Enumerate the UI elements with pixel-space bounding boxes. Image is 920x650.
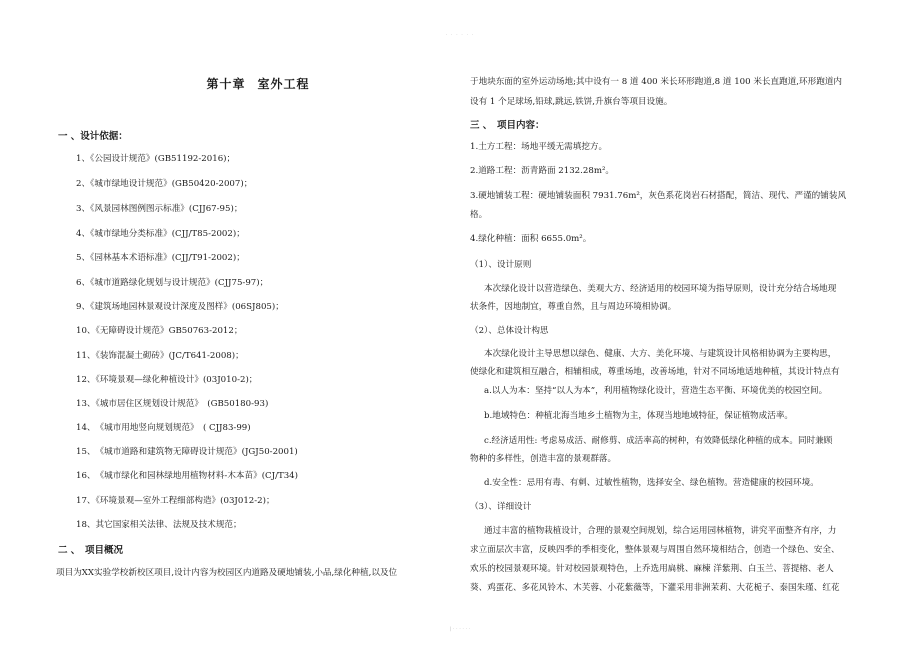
reference-item: 6、《城市道路绿化规划与设计规范》(CJJ75-97)；: [76, 278, 269, 288]
chapter-title: [58, 75, 458, 92]
paragraph-line: 本次绿化设计主导思想以绿色、健康、大方、美化环境、与建筑设计风格相协调为主要构思，: [484, 349, 837, 359]
reference-item: 3、《风景园林图例图示标准》(CJJ67-95)；: [76, 204, 243, 214]
design-point-b: b.地域特色：种植北海当地乡土植物为主，体现当地地域特征，保证植物成活率。: [484, 411, 794, 421]
content-item: 4.绿化种植：面积 6655.0m²。: [470, 234, 592, 244]
reference-item: 17、《环境景观—室外工程细部构造》(03J012-2)；: [76, 496, 275, 506]
content-item: 1.土方工程：场地平缓无需填挖方。: [470, 142, 608, 152]
reference-item: 12、《环境景观—绿化种植设计》(03J010-2)；: [76, 375, 258, 385]
reference-item: 4、《城市绿地分类标准》(CJJ/T85-2002)；: [76, 229, 245, 239]
reference-item: 16、 《城市绿化和园林绿地用植物材料-木本苗》(CJ/T34): [76, 471, 298, 481]
paragraph-line: 通过丰富的植物栽植设计，合理的景观空间规划，综合运用园林植物，讲究平面整齐有序，力: [484, 526, 837, 536]
chapter-number: 第十章: [206, 77, 246, 91]
section-heading-project-overview: 二 、 项目概况: [58, 545, 124, 556]
reference-item: 10、《无障碍设计规范》GB50763-2012；: [76, 326, 243, 336]
paragraph-line: 本次绿化设计以营造绿色、美观大方、经济适用的校园环境为指导原则，设计充分结合场地现: [484, 284, 837, 294]
page-footer-mark: | · · · · · ·: [449, 626, 471, 632]
reference-item: 1、《公园设计规范》(GB51192-2016)；: [76, 154, 236, 164]
section-heading-design-basis: 一 、设计依据：: [58, 131, 128, 142]
reference-item: 9、《建筑场地园林景观设计深度及图样》(06SJ805)；: [76, 302, 284, 312]
subsection-heading-principles: （1）、设计原则: [470, 260, 532, 270]
design-point-a: a.以人为本：坚持“以人为本”，利用植物绿化设计，营造生态平衡、环境优美的校园空间。: [484, 386, 828, 396]
content-item: 2.道路工程：沥青路面 2132.28m²。: [470, 166, 615, 176]
design-point-d: d.安全性：忌用有毒、有刺、过敏性植物，选择安全、绿色植物。营造健康的校园环境。: [484, 478, 819, 488]
design-point-c: c.经济适用性: 考虑易成活、耐修剪、成活率高的树种，有效降低绿化种植的成本。同时兼顾: [484, 436, 833, 446]
reference-item: 2、《城市绿地设计规范》(GB50420-2007)；: [76, 179, 253, 189]
paragraph-line: 葵、鸡蛋花、多花风铃木、木芙蓉、小花紫薇等，下灌采用非洲茉莉、大花栀子、泰国朱瑾、红花: [470, 583, 840, 593]
reference-item: 14、 《城市用地竖向规划规范》 ( CJJ83-99): [76, 423, 251, 433]
reference-item: 5、《园林基本术语标准》(CJJ/T91-2002)；: [76, 253, 245, 263]
overview-text-line: 于地块东面的室外运动场地;其中设有一 8 道 400 米长环形跑道,8 道 100 米长直跑道,环形跑道内: [470, 77, 843, 87]
paragraph-line: 状条件，因地制宜，尊重自然，且与周边环境相协调。: [470, 302, 677, 312]
reference-item: 15、 《城市道路和建筑物无障碍设计规范》(JGJ50-2001): [76, 447, 298, 457]
reference-item: 18、其它国家相关法律、法规及技术规范；: [76, 520, 242, 530]
content-item: 3.硬地铺装工程：硬地铺装面积 7931.76m²，灰色系花岗岩石材搭配，简洁、现代、严谨的铺装风: [470, 191, 847, 201]
page-header-mark: · · · · · ·: [445, 32, 475, 38]
chapter-name: 室外工程: [257, 77, 310, 91]
reference-item: 11、《装饰混凝土砌砖》(JC/T641-2008)；: [76, 351, 244, 361]
section-heading-project-content: 三 、 项目内容：: [470, 120, 545, 131]
overview-text-line: 设有 1 个足球场,铅球,跳远,铁饼,升旗台等项目设施。: [470, 97, 673, 107]
subsection-heading-concept: （2）、总体设计构思: [470, 326, 549, 336]
subsection-heading-detailed: （3）、详细设计: [470, 502, 532, 512]
overview-text-line: 项目为XX实验学校新校区项目,设计内容为校园区内道路及硬地铺装,小品,绿化种植,以及位: [56, 568, 398, 578]
paragraph-line: 使绿化和建筑相互融合，相辅相成，尊重场地，改善场地，针对不同场地适地种植，其设计特点有: [470, 367, 840, 377]
paragraph-line: 求立面层次丰富，反映四季的季相变化，整体景观与周围自然环境相结合，创造一个绿色、安全、: [470, 545, 840, 555]
design-point-c-continued: 物种的多样性，创造丰富的景观群落。: [470, 454, 617, 464]
reference-item: 13、《城市居住区规划设计规范》 (GB50180-93): [76, 399, 269, 409]
paragraph-line: 欢乐的校园景观环境。针对校园景观特色，上乔选用扁桃、麻楝 洋紫荆、白玉兰、菩提榕、老人: [470, 564, 834, 574]
content-item-continued: 格。: [470, 210, 488, 220]
